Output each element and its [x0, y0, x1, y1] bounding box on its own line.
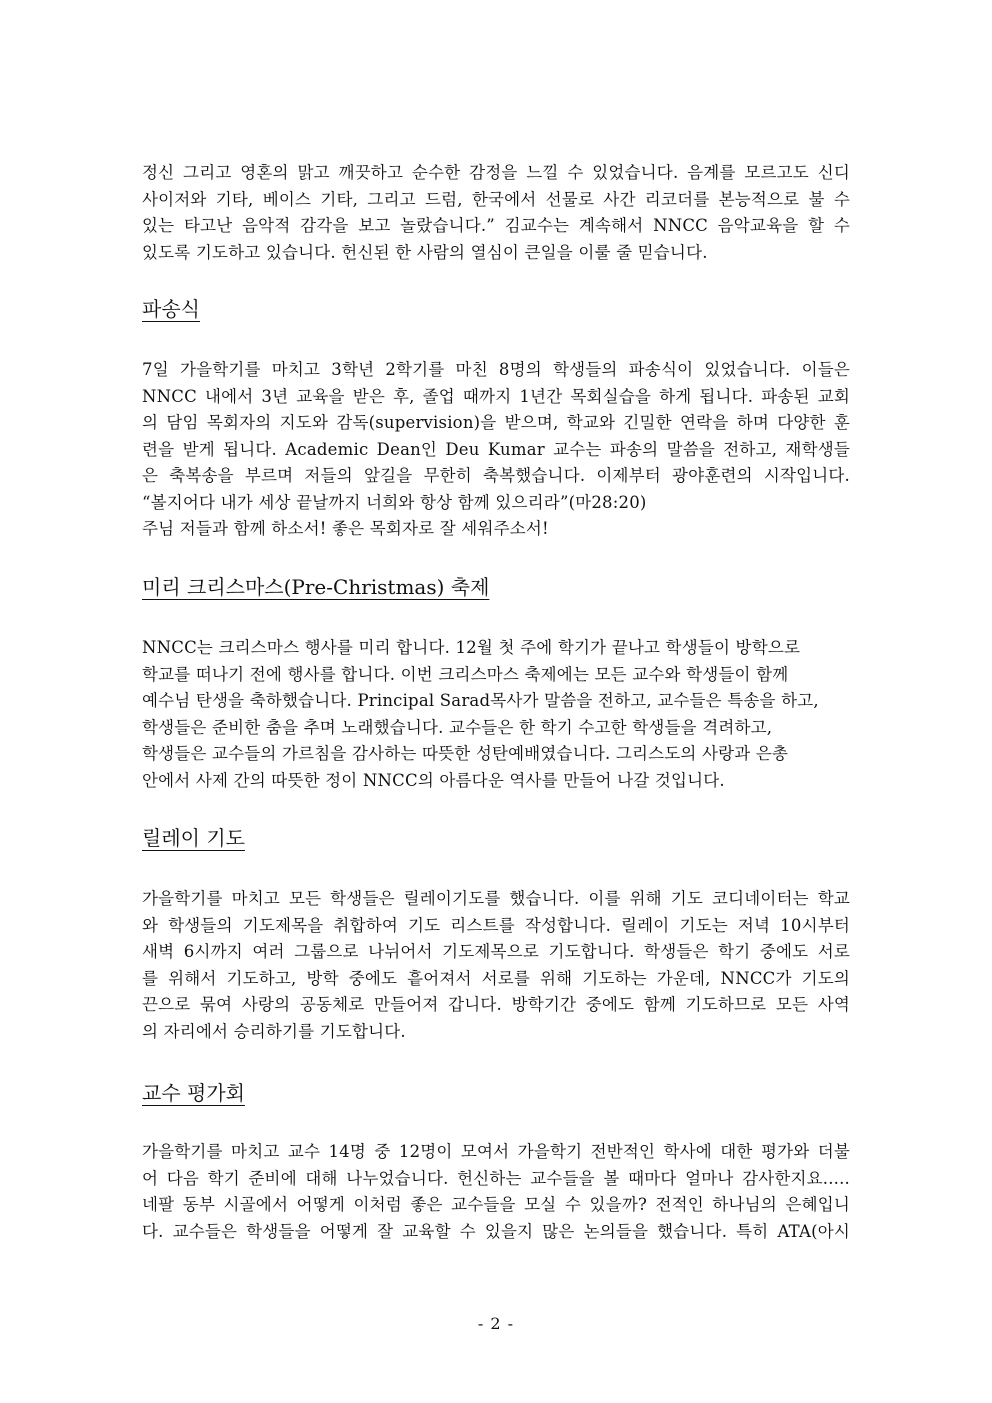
- section-heading-sending-ceremony: 파송식: [142, 297, 200, 321]
- paragraph-line: 7일 가을학기를 마치고 3학년 2학기를 마친 8명의 학생들의 파송식이 있었습니다. 이들은: [142, 360, 850, 379]
- paragraph-line: 끈으로 묶여 사랑의 공동체로 만들어져 갑니다. 방학기간 중에도 함께 기도하므로 모든 사역: [142, 995, 850, 1014]
- paragraph-line: 학생들은 준비한 춤을 추며 노래했습니다. 교수들은 한 학기 수고한 학생들을 격려하고,: [142, 717, 773, 737]
- paragraph-line: 가을학기를 마치고 교수 14명 중 12명이 모여서 가을학기 전반적인 학사에 대한 평가와 더불: [142, 1142, 850, 1161]
- paragraph-line: NNCC 내에서 3년 교육을 받은 후, 졸업 때까지 1년간 목회실습을 하게 됩니다. 파송된 교회: [142, 386, 850, 406]
- intro-line: 있도록 기도하고 있습니다. 헌신된 한 사람의 열심이 큰일을 이룰 줄 믿습니다.: [142, 242, 708, 262]
- paragraph-line: 의 자리에서 승리하기를 기도합니다.: [142, 1021, 406, 1041]
- relay-prayer-paragraph: [142, 886, 850, 1045]
- intro-line: 정신 그리고 영혼의 맑고 깨끗하고 순수한 감정을 느낄 수 있었습니다. 음계를 모르고도 신디: [142, 163, 850, 182]
- paragraph-line: 가을학기를 마치고 모든 학생들은 릴레이기도를 했습니다. 이를 위해 기도 코디네이터는 학교: [142, 889, 850, 908]
- paragraph-line: 학생들은 교수들의 가르침을 감사하는 따뜻한 성탄예배였습니다. 그리스도의 사랑과 은총: [142, 744, 789, 763]
- paragraph-line: 를 위해서 기도하고, 방학 중에도 흩어져서 서로를 위해 기도하는 가운데, NNCC가 기도의: [142, 968, 850, 988]
- paragraph-line: NNCC는 크리스마스 행사를 미리 합니다. 12월 첫 주에 학기가 끝나고 학생들이 방학으로: [142, 638, 801, 657]
- pre-christmas-paragraph: [142, 635, 850, 794]
- bible-quote-line: “볼지어다 내가 세상 끝날까지 너희와 항상 함께 있으리라”(마28:20): [142, 492, 647, 512]
- paragraph-line: 은 축복송을 부르며 저들의 앞길을 무한히 축복했습니다. 이제부터 광야훈련의 시작입니다.: [142, 466, 850, 485]
- paragraph-line: 의 담임 목회자의 지도와 감독(supervision)을 받으며, 학교와 긴밀한 연락을 하며 다양한 훈: [142, 413, 850, 432]
- page-number: - 2 -: [477, 1314, 515, 1333]
- section-heading-relay-prayer: 릴레이 기도: [142, 826, 245, 850]
- paragraph-line: 어 다음 학기 준비에 대해 나누었습니다. 헌신하는 교수들을 볼 때마다 얼마나 감사한지요.....: [142, 1168, 850, 1188]
- paragraph-line: 주님 저들과 함께 하소서! 좋은 목회자로 잘 세워주소서!: [142, 519, 549, 538]
- paragraph-line: 안에서 사제 간의 따뜻한 정이 NNCC의 아름다운 역사를 만들어 나갈 것입니다.: [142, 770, 725, 790]
- paragraph-line: 련을 받게 됩니다. Academic Dean인 Deu Kumar 교수는 파송의 말씀을 전하고, 재학생들: [142, 439, 850, 459]
- paragraph-line: 네팔 동부 시골에서 어떻게 이처럼 좋은 교수들을 모실 수 있을까? 전적인 하나님의 은혜입니: [142, 1195, 850, 1214]
- faculty-evaluation-paragraph: [142, 1139, 850, 1245]
- paragraph-line: 새벽 6시까지 여러 그룹으로 나뉘어서 기도제목으로 기도합니다. 학생들은 학기 중에도 서로: [142, 942, 850, 961]
- paragraph-line: 예수님 탄생을 축하했습니다. Principal Sarad목사가 말씀을 전하고, 교수들은 특송을 하고,: [142, 691, 819, 710]
- intro-paragraph: [142, 160, 850, 266]
- intro-line: 있는 타고난 음악적 감각을 보고 놀랐습니다.” 김교수는 계속해서 NNCC 음악교육을 할 수: [142, 216, 850, 235]
- intro-line: 사이저와 기타, 베이스 기타, 그리고 드럼, 한국에서 선물로 사간 리코더를 본능적으로 불 수: [142, 189, 850, 209]
- paragraph-line: 학교를 떠나기 전에 행사를 합니다. 이번 크리스마스 축제에는 모든 교수와 학생들이 함께: [142, 664, 789, 684]
- paragraph-line: 다. 교수들은 학생들을 어떻게 잘 교육할 수 있을지 많은 논의들을 했습니다. 특히 ATA(아시: [142, 1221, 850, 1241]
- sending-ceremony-paragraph: [142, 357, 850, 543]
- section-heading-faculty-evaluation: 교수 평가회: [142, 1081, 245, 1105]
- paragraph-line: 와 학생들의 기도제목을 취합하여 기도 리스트를 작성합니다. 릴레이 기도는 저녁 10시부터: [142, 915, 850, 935]
- section-heading-pre-christmas: 미리 크리스마스(Pre-Christmas) 축제: [142, 575, 490, 599]
